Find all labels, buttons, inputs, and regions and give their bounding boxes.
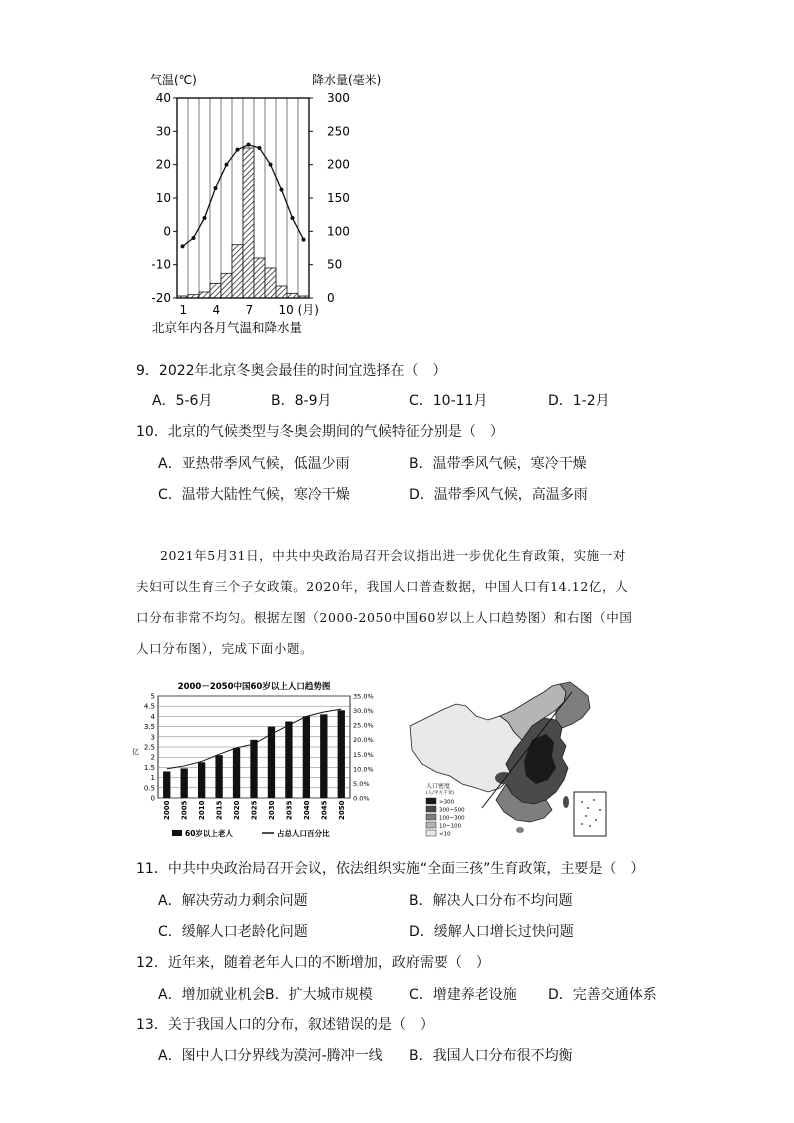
q9-option-c[interactable]: C．10-11月 [409,393,488,409]
temp-point [203,216,207,220]
temp-tick-label: 10 [155,191,171,205]
map-taiwan [563,796,569,808]
temp-point [258,146,262,150]
q9-option-b[interactable]: B．8-9月 [271,393,332,409]
month-tick-label: 1 [179,303,188,317]
year-label: 2015 [215,800,224,820]
map-legend-swatch [426,814,436,820]
month-tick-label: 7 [245,303,254,317]
ageing-chart-title: 2000－2050中国60岁以上人口趋势图 [177,682,331,692]
age-right-tick-label: 0.0% [353,794,370,803]
question-9-stem: 9．2022年北京冬奥会最佳的时间宜选择在（ ） [136,363,447,379]
map-legend-swatch [426,798,436,804]
age-left-tick-label: 2 [150,753,155,762]
map-legend-swatch [426,822,436,828]
elderly-bar [215,755,222,798]
elderly-bar [338,710,345,798]
precip-bar [265,268,276,298]
year-label: 2005 [180,800,189,820]
temp-point [236,148,240,152]
q10-option-d[interactable]: D．温带季风气候，高温多雨 [409,487,588,503]
year-label: 2035 [285,800,294,820]
q9-option-a[interactable]: A．5-6月 [152,393,213,409]
q10-option-c[interactable]: C．温带大陆性气候，寒冷干燥 [158,487,350,503]
map-legend-label: 300~500 [439,807,465,814]
map-legend-label: <10 [439,831,451,838]
legend-bar-swatch [172,830,182,836]
age-right-tick-label: 20.0% [353,736,374,745]
south-sea-inset [574,792,606,836]
temp-point [214,186,218,190]
age-left-tick-label: 0.5 [143,784,155,793]
legend-bar-label: 60岁以上老人 [185,829,233,838]
elderly-bar [320,714,327,798]
question-13-stem: 13．关于我国人口的分布，叙述错误的是（ ） [136,1017,434,1033]
elderly-bar [285,722,292,799]
q11-option-d[interactable]: D．缓解人口增长过快问题 [409,924,574,940]
map-hainan [516,827,524,833]
population-map-svg [396,680,616,844]
q13-option-a[interactable]: A．图中人口分界线为漠河-腾冲一线 [158,1048,383,1064]
temp-tick-label: -10 [151,257,171,272]
precip-axis-label: 降水量(毫米) [312,73,382,87]
temp-tick-label: -20 [151,291,171,305]
q12-option-d[interactable]: D．完善交通体系 [548,987,657,1003]
temp-point [291,216,295,220]
passage-line-4: 人口分布图），完成下面小题。 [136,641,314,656]
map-legend-label: 10~100 [439,823,462,830]
legend-line-label: 占总人口百分比 [277,829,330,838]
elderly-bar [268,727,275,798]
precip-bar [210,283,221,298]
precip-tick-label: 300 [327,91,350,105]
map-legend-swatch [426,830,436,836]
temp-point [225,163,229,167]
year-label: 2000 [163,800,172,820]
elderly-bar [233,748,240,798]
precip-tick-label: 50 [327,257,343,272]
q11-option-c[interactable]: C．缓解人口老龄化问题 [158,924,308,940]
elderly-bar [181,768,188,798]
precip-tick-label: 150 [327,191,350,205]
precip-tick-label: 200 [327,157,350,172]
temp-tick-label: 40 [155,91,171,105]
age-right-tick-label: 5.0% [353,779,370,788]
passage-line-3: 口分布非常不均匀。根据左图（2000-2050中国60岁以上人口趋势图）和右图（中国 [136,610,633,625]
q13-option-b[interactable]: B．我国人口分布很不均衡 [409,1048,573,1064]
precip-tick-label: 100 [327,224,350,239]
temp-point [181,244,185,248]
elderly-bar [250,740,257,798]
age-right-tick-label: 35.0% [353,692,374,701]
q11-option-a[interactable]: A．解决劳动力剩余问题 [158,893,308,909]
age-left-tick-label: 0 [150,794,155,803]
map-legend-swatch [426,806,436,812]
question-11-stem: 11．中共中央政治局召开会议，依法组织实施“全面三孩”生育政策，主要是（ ） [136,861,645,877]
q10-option-a[interactable]: A．亚热带季风气候，低温少雨 [158,456,350,472]
map-legend-label: 100~300 [439,815,465,822]
passage-line-1: 2021年5月31日，中共中央政治局召开会议指出进一步优化生育政策，实施一对 [160,548,626,563]
age-left-tick-label: 2.5 [143,743,155,752]
precip-bar [243,148,254,298]
precip-bar [221,273,232,298]
year-label: 2040 [302,800,311,820]
question-12-stem: 12．近年来，随着老年人口的不断增加，政府需要（ ） [136,955,490,971]
map-legend-title: 人口密度 [426,783,451,790]
population-map [396,680,616,844]
q12-option-a[interactable]: A．增加就业机会 [158,987,266,1003]
precip-tick-label: 0 [327,291,335,305]
question-10-stem: 10．北京的气候类型与冬奥会期间的气候特征分别是（ ） [136,424,504,440]
temp-tick-label: 20 [155,157,171,172]
map-legend-unit: (人/平方千米) [426,791,455,796]
precip-bar [276,286,287,298]
q12-option-c[interactable]: C．增建养老设施 [409,987,517,1003]
map-legend-label: >300 [439,799,455,806]
precip-tick-label: 250 [327,124,350,139]
ageing-side-label: 亿 [132,748,139,756]
age-left-tick-label: 4 [150,712,155,721]
age-right-tick-label: 30.0% [353,707,374,716]
climate-caption: 北京年内各月气温和降水量 [152,320,303,335]
precip-bar [232,245,243,298]
ageing-chart [128,674,374,844]
year-label: 2045 [320,800,329,820]
age-left-tick-label: 4.5 [143,702,155,711]
temp-axis-label: 气温(℃) [150,73,197,87]
elderly-bar [198,762,205,798]
age-right-tick-label: 10.0% [353,765,374,774]
year-label: 2030 [267,800,276,820]
temp-tick-label: 30 [155,124,171,139]
temp-point [192,236,196,240]
elderly-bar [163,771,170,798]
temp-point [269,163,273,167]
q9-option-d[interactable]: D．1-2月 [548,393,610,409]
precip-bar [199,292,210,298]
age-left-tick-label: 3.5 [143,723,155,732]
age-right-tick-label: 15.0% [353,750,374,759]
age-left-tick-label: 3 [150,733,155,742]
temp-point [302,238,306,242]
temp-point [280,188,284,192]
age-left-tick-label: 1.5 [143,763,155,772]
age-left-tick-label: 1 [150,774,155,783]
age-left-tick-label: 5 [150,692,155,701]
passage-line-2: 夫妇可以生育三个子女政策。2020年，我国人口普查数据，中国人口有14.12亿，人 [136,579,629,594]
q11-option-b[interactable]: B．解决人口分布不均问题 [409,893,573,909]
climate-chart [140,60,382,345]
year-label: 2025 [250,800,259,820]
temp-point [247,143,251,147]
age-right-tick-label: 25.0% [353,721,374,730]
year-label: 2010 [198,800,207,820]
climate-chart-svg [140,60,382,345]
elderly-bar [303,716,310,798]
ageing-chart-svg [128,674,374,844]
year-label: 2020 [233,800,242,820]
q12-option-b[interactable]: B．扩大城市规模 [265,987,373,1003]
month-tick-label: 10 (月) [278,303,319,317]
month-tick-label: 4 [212,303,221,317]
map-region-sichuan [495,772,513,784]
precip-bar [287,293,298,298]
q10-option-b[interactable]: B．温带季风气候，寒冷干燥 [409,456,587,472]
precip-bar [254,258,265,298]
temp-tick-label: 0 [163,224,171,239]
year-label: 2050 [337,800,346,820]
